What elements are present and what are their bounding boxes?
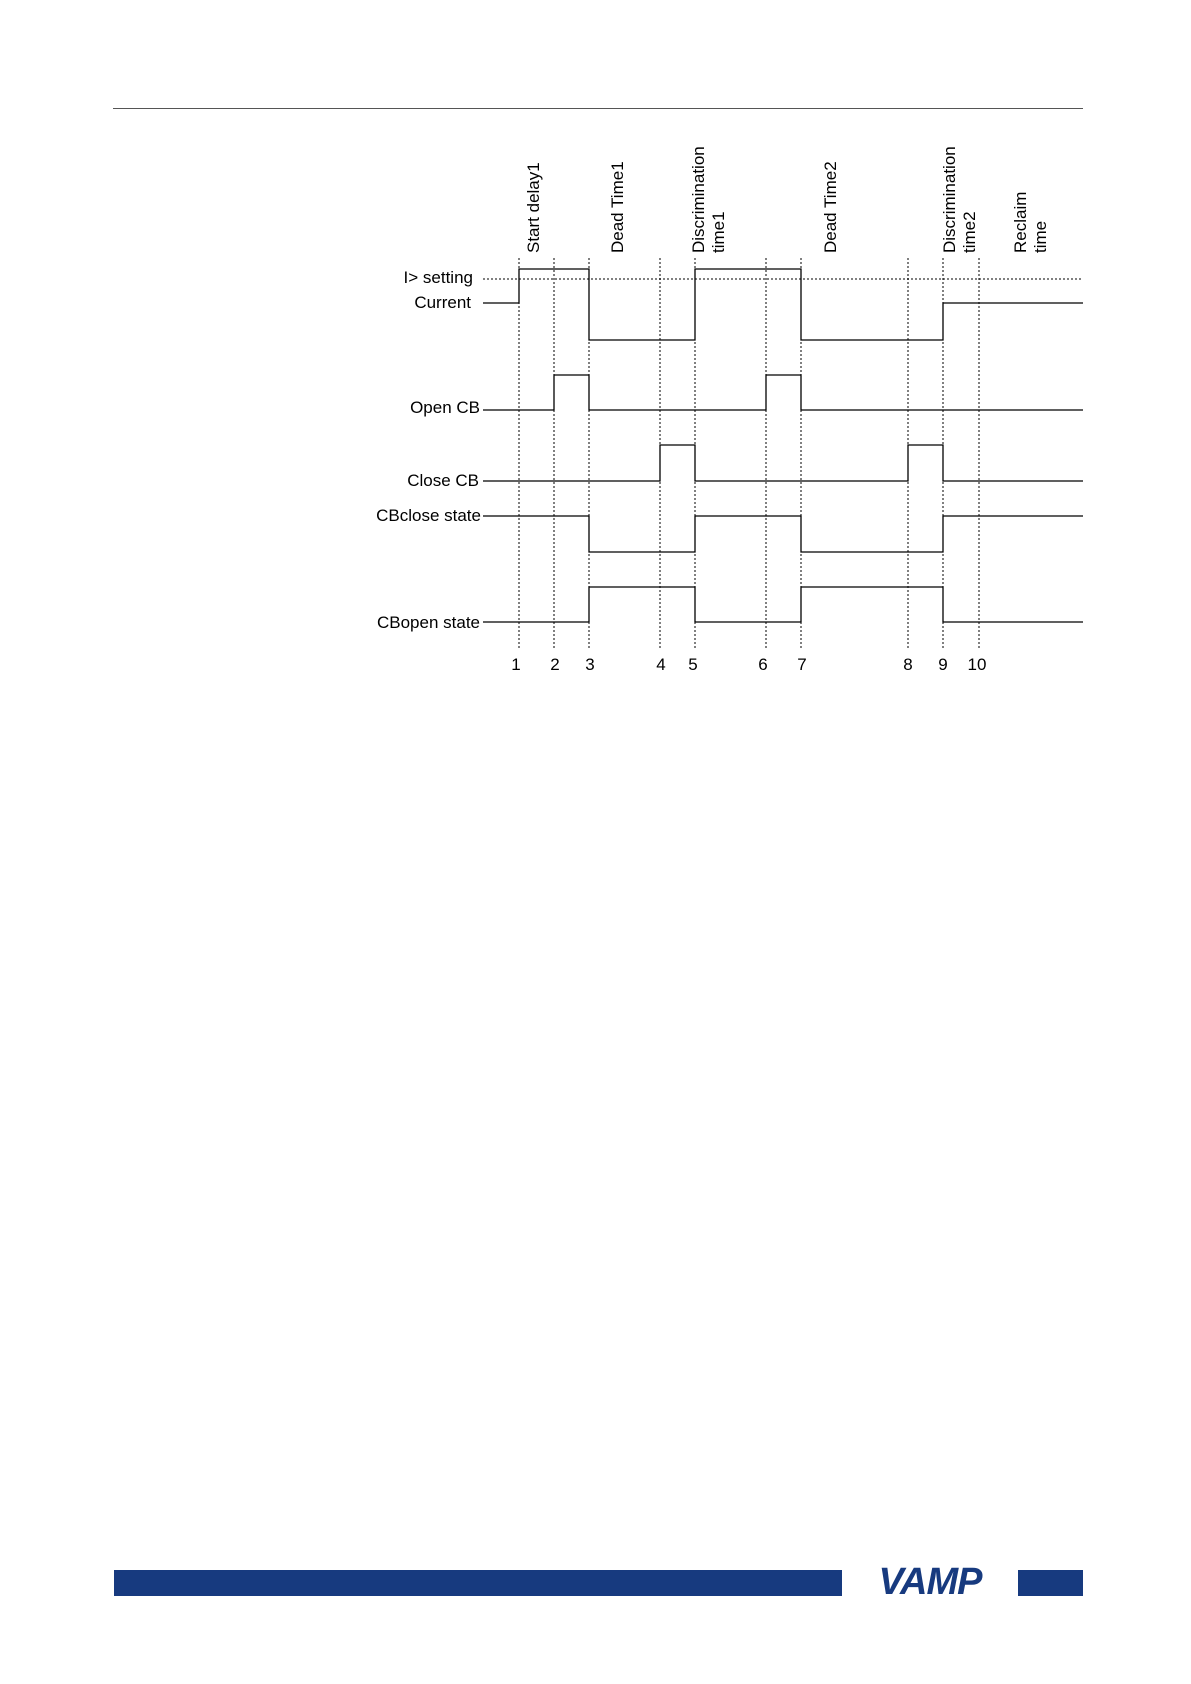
phase-label-discrimination-time1-line1: Discrimination bbox=[689, 146, 708, 253]
vamp-logo: VAMP bbox=[878, 1561, 982, 1603]
time-markers bbox=[511, 655, 986, 674]
phase-label-discrimination-time1-line2: time1 bbox=[709, 211, 728, 253]
signal-label-cbclose-state: CBclose state bbox=[376, 506, 481, 525]
time-marker-4: 4 bbox=[656, 655, 666, 674]
time-guides bbox=[519, 258, 979, 650]
phase-labels bbox=[524, 146, 1050, 253]
signal-label-open-cb: Open CB bbox=[410, 398, 480, 417]
phase-label-start-delay1: Start delay1 bbox=[524, 162, 543, 253]
signal-label-current: Current bbox=[414, 293, 471, 312]
phase-label-discrimination-time2-line1: Discrimination bbox=[940, 146, 959, 253]
autoreclose-timing-diagram bbox=[0, 0, 1191, 700]
phase-label-discrimination-time2-line2: time2 bbox=[960, 211, 979, 253]
waveform-cbclose-state bbox=[483, 516, 1083, 552]
phase-label-reclaim-time-line1: Reclaim bbox=[1011, 191, 1030, 253]
phase-label-dead-time1: Dead Time1 bbox=[608, 161, 627, 253]
signal-label-i-setting: I> setting bbox=[403, 268, 473, 287]
time-marker-1: 1 bbox=[511, 655, 521, 674]
phase-label-dead-time2: Dead Time2 bbox=[821, 161, 840, 253]
phase-label-reclaim-time-line2: time bbox=[1031, 220, 1050, 253]
time-marker-8: 8 bbox=[903, 655, 913, 674]
signal-label-cbopen-state: CBopen state bbox=[376, 613, 480, 632]
time-marker-10: 10 bbox=[967, 655, 987, 674]
signal-labels bbox=[376, 268, 481, 632]
time-marker-9: 9 bbox=[938, 655, 948, 674]
waveforms bbox=[483, 269, 1083, 622]
time-marker-3: 3 bbox=[585, 655, 595, 674]
time-marker-2: 2 bbox=[550, 655, 560, 674]
waveform-open-cb bbox=[483, 375, 1083, 410]
waveform-current bbox=[483, 269, 1083, 340]
signal-label-close-cb: Close CB bbox=[407, 471, 479, 490]
waveform-close-cb bbox=[483, 445, 1083, 481]
waveform-cbopen-state bbox=[483, 587, 1083, 622]
time-marker-5: 5 bbox=[688, 655, 698, 674]
time-marker-7: 7 bbox=[797, 655, 807, 674]
time-marker-6: 6 bbox=[758, 655, 768, 674]
